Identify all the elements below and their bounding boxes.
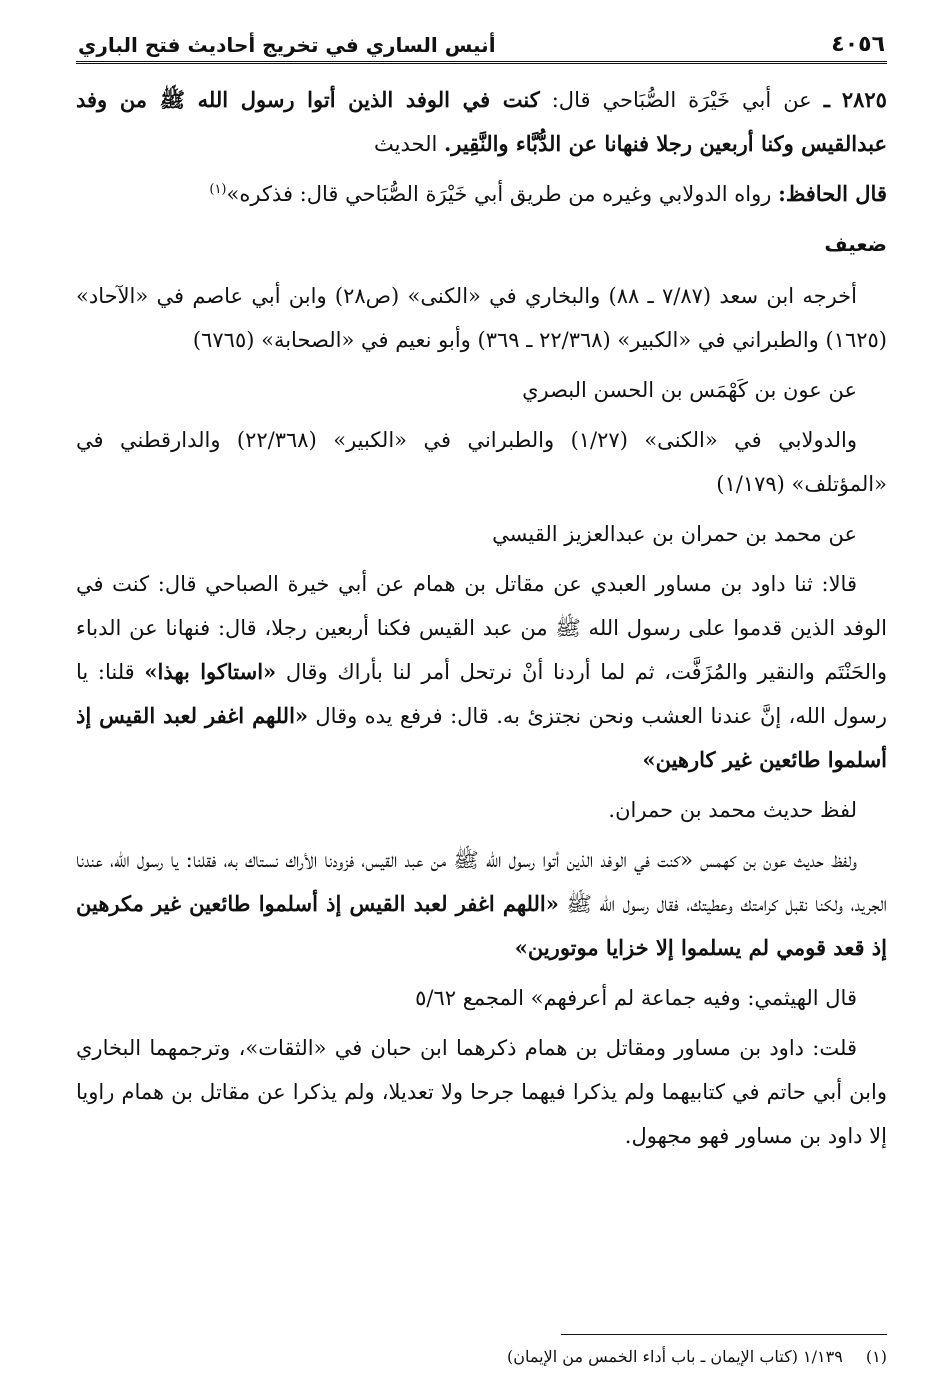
chain-quote-1: «استاكوا بهذا» — [144, 659, 277, 684]
paragraph-haythami: قال الهيثمي: وفيه جماعة لم أعرفهم» المجمع ٥/٦٢ — [415, 986, 857, 1010]
paragraph-takhrij-2: والدولابي في «الكنى» (١/٢٧) والطبراني في «الكبير» (٢٢/٣٦٨) والدارقطني في «المؤتلف» (١/١٧٩) — [76, 428, 887, 496]
chain-text: قالا: ثنا داود بن مساور العبدي عن مقاتل بن همام عن أبي خيرة الصباحي قال: كنت في الوفد الذين قدموا على رسول الله ﷺ من عبد القيس فكنا أربعين رجلا، قال: فنهانا عن الدباء والحَنْتَم والنقير والمُزَفَّت، ثم لما أردنا أنْ نرتحل أمر لنا بأراك وقال — [76, 572, 887, 684]
grading-verdict: ضعيف — [824, 232, 887, 256]
page-body — [76, 78, 887, 1158]
footnote-number: (١) — [865, 1347, 887, 1366]
paragraph-wording-1: لفظ حديث محمد بن حمران. — [608, 798, 857, 822]
hadith-entry — [76, 78, 887, 166]
hafiz-statement — [76, 172, 887, 216]
footnote-separator — [561, 1334, 887, 1335]
hafiz-label: قال الحافظ: — [778, 181, 887, 206]
wording-quote: «اللهم اغفر لعبد القيس إذ أسلموا طائعين غير مكرهين إذ قعد قومي لم يسلموا إلا خزايا موتورين» — [76, 891, 887, 960]
hadith-trailer: الحديث — [374, 132, 438, 156]
hafiz-text: رواه الدولابي وغيره من طريق أبي خَيْرَة الصُّبَاحي قال: فذكره» — [226, 182, 772, 206]
document-page — [76, 24, 887, 1382]
paragraph-narrator-1: عن عون بن كَهْمَس بن الحسن البصري — [522, 378, 857, 402]
paragraph-chain — [76, 562, 887, 782]
book-title: أنيس الساري في تخريج أحاديث فتح الباري — [78, 33, 496, 57]
entry-dash: ـ — [823, 87, 830, 112]
footnote-text: ١/١٣٩ (كتاب الإيمان ـ باب أداء الخمس من الإيمان) — [507, 1347, 843, 1366]
wording-text: ولفظ حديث عون بن كهمس «كنت في الوفد الذين أتوا رسول الله ﷺ من عبد القيس، فزودنا الأراك نستاك به، فقلنا: يا رسول الله، عندنا الجريد، ولكنا نقبل كرامتك وعطيتك، فقال رسول الله ﷺ — [76, 848, 888, 916]
paragraph-wording-2 — [76, 838, 887, 970]
hadith-text: كنت في الوفد الذين أتوا رسول الله ﷺ من وفد عبدالقيس وكنا أربعين رجلا فنهانا عن الدُّبَّاء والنَّقِير. — [76, 87, 887, 156]
page-header — [76, 24, 887, 64]
paragraph-conclusion: قلت: داود بن مساور ومقاتل بن همام ذكرهما ابن حبان في «الثقات»، وترجمهما البخاري وابن أبي حاتم في كتابيهما ولم يذكرا فيهما جرحا ولا تعديلا، ولم يذكرا عن مقاتل بن همام راويا إلا داود بن مساور فهو مجهول. — [76, 1036, 887, 1148]
footnote-ref: (١) — [209, 182, 227, 197]
footnote — [76, 1344, 887, 1370]
paragraph-narrator-2: عن محمد بن حمران بن عبدالعزيز القيسي — [492, 522, 857, 546]
paragraph-takhrij-1: أخرجه ابن سعد (٧/٨٧ ـ ٨٨) والبخاري في «الكنى» (ص٢٨) وابن أبي عاصم في «الآحاد» (١٦٢٥) والطبراني في «الكبير» (٢٢/٣٦٨ ـ ٣٦٩) وأبو نعيم في «الصحابة» (٦٧٦٥) — [76, 284, 887, 352]
chain-text-2: قلنا: يا رسول الله، إنَّ عندنا العشب ونحن نجتزئ به. قال: فرفع يده وقال — [76, 660, 887, 728]
page-number: ٤٠٥٦ — [831, 32, 885, 57]
entry-number: ٢٨٢٥ — [841, 87, 887, 112]
chain-quote-2: «اللهم اغفر لعبد القيس إذ أسلموا طائعين غير كارهين» — [76, 703, 887, 772]
entry-intro: عن أبي خَيْرَة الصُّبَاحي قال: — [551, 88, 812, 112]
